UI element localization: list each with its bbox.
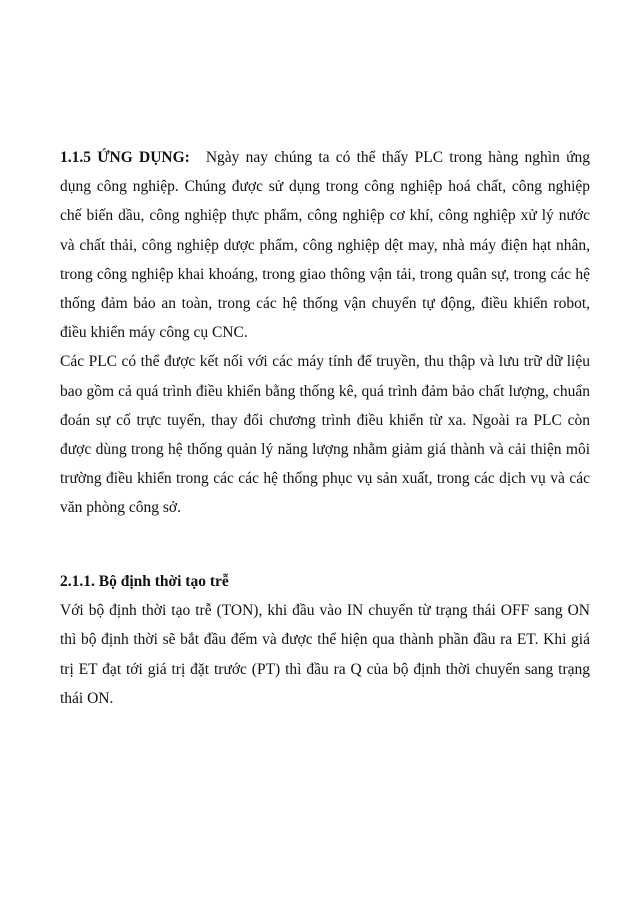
- paragraph-applications: [60, 143, 590, 347]
- section-heading-ung-dung: 1.1.5 ỨNG DỤNG:: [60, 149, 190, 166]
- section-timer-delay: [60, 567, 590, 713]
- paragraph-timer-description: Với bộ định thời tạo trễ (TON), khi đầu vào IN chuyển từ trạng thái OFF sang ON thì bộ định thời sẽ bắt đầu đếm và được thể hiện qua thành phần đầu ra ET. Khi giá trị ET đạt tới giá trị đặt trước (PT) thì đầu ra Q của bộ định thời chuyển sang trạng thái ON.: [60, 602, 590, 707]
- paragraph-applications-text: Ngày nay chúng ta có thể thấy PLC trong hàng nghìn ứng dụng công nghiệp. Chúng được sử dụng trong công nghiệp hoá chất, công nghiệp chế biến dầu, công nghiệp thực phẩm, công nghiệp cơ khí, công nghiệp xử lý nước và chất thải, công nghiệp dược phẩm, công nghiệp dệt may, nhà máy điện hạt nhân, trong công nghiệp khai khoáng, trong giao thông vận tải, trong quân sự, trong các hệ thống đảm bảo an toàn, trong các hệ thống vận chuyển tự động, điều khiển robot, điều khiển máy công cụ CNC.: [60, 149, 590, 342]
- paragraph-plc-connectivity: Các PLC có thể được kết nối với các máy tính để truyền, thu thập và lưu trữ dữ liệu bao gồm cả quá trình điều khiển bằng thống kê, quá trình đảm bảo chất lượng, chuẩn đoán sự cố trực tuyến, thay đổi chương trình điều khiển từ xa. Ngoài ra PLC còn được dùng trong hệ thống quản lý năng lượng nhằm giảm giá thành và cải thiện môi trường điều khiển trong các các hệ thống phục vụ sản xuất, trong các dịch vụ và các văn phòng công sở.: [60, 353, 590, 517]
- section-heading-timer: 2.1.1. Bộ định thời tạo trễ: [60, 573, 229, 590]
- section-ung-dung: [60, 143, 590, 523]
